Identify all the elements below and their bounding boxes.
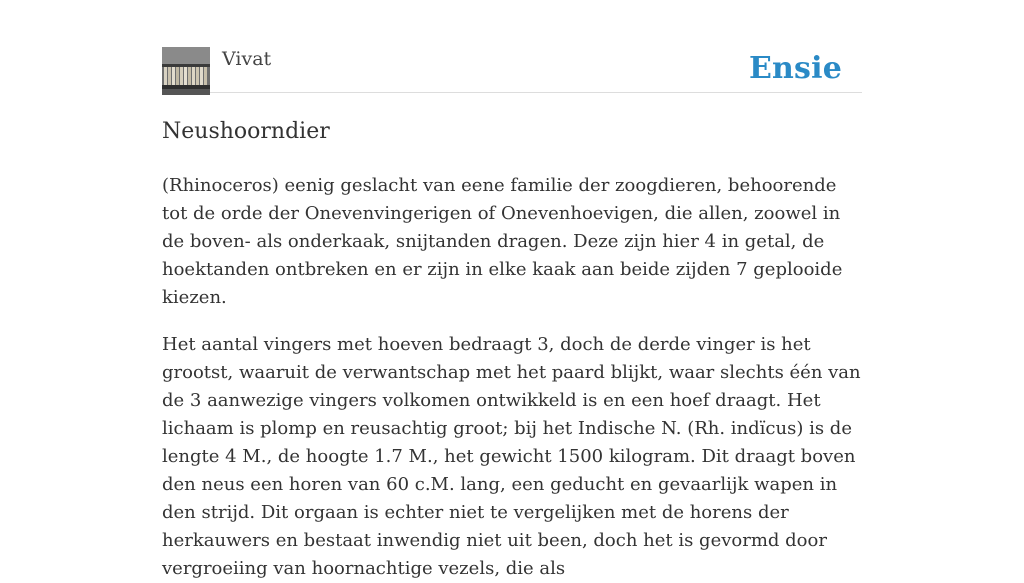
page-title: Neushoorndier (162, 119, 330, 144)
entry-body (162, 172, 862, 583)
body-paragraph-1: (Rhinoceros) eenig geslacht van eene familie der zoogdieren, behoorende tot de orde der Onevenvingerigen of Onevenhoevigen, die allen, zoowel in de boven- als onderkaak, snijtanden dragen. Deze zijn hier 4 in getal, de hoektanden ontbreken en er zijn in elke kaak aan beide zijden 7 geplooide kiezen. (162, 175, 843, 308)
ensie-logo[interactable]: Ensie (748, 51, 842, 86)
body-paragraph-2: Het aantal vingers met hoeven bedraagt 3, doch de derde vinger is het grootst, waaruit de verwantschap met het paard blijkt, waar slechts één van de 3 aanwezige vingers volkomen ontwikkeld is en een hoef draagt. Het lichaam is plomp en reusachtig groot; bij het Indische N. (Rh. indïcus) is de lengte 4 M., de hoogte 1.7 M., het gewicht 1500 kilogram. Dit draagt boven den neus een horen van 60 c.M. lang, een geducht en gevaarlijk wapen in den strijd. Dit orgaan is echter niet te vergelijken met de horens der herkauwers en bestaat inwendig niet uit been, doch het is gevormd door vergroeiing van hoornachtige vezels, die als (162, 334, 861, 579)
bookshelf-avatar-icon[interactable] (162, 47, 210, 95)
entry-card (162, 0, 862, 579)
entry-header (162, 0, 862, 93)
avatar-image (162, 47, 210, 95)
author-link[interactable]: Vivat (222, 48, 272, 70)
